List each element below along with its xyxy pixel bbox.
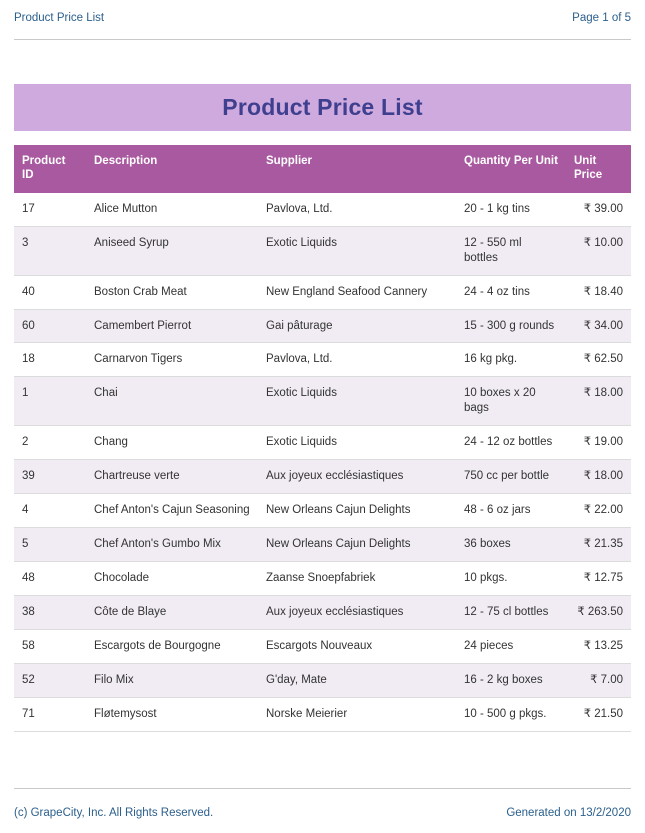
page-title: Product Price List	[222, 94, 423, 120]
price-table	[14, 145, 631, 732]
cell-product-id: 18	[14, 343, 86, 377]
table-row	[14, 377, 631, 426]
cell-product-id: 71	[14, 697, 86, 731]
cell-supplier: Gai pâturage	[258, 309, 456, 343]
table-row	[14, 663, 631, 697]
cell-supplier: Aux joyeux ecclésiastiques	[258, 460, 456, 494]
cell-supplier: Exotic Liquids	[258, 377, 456, 426]
cell-quantity: 10 pkgs.	[456, 562, 566, 596]
cell-quantity: 750 cc per bottle	[456, 460, 566, 494]
cell-product-id: 5	[14, 528, 86, 562]
price-table-container	[14, 145, 631, 732]
cell-quantity: 12 - 550 ml bottles	[456, 226, 566, 275]
table-row	[14, 226, 631, 275]
cell-unit-price: ₹ 34.00	[566, 309, 631, 343]
cell-description: Escargots de Bourgogne	[86, 629, 258, 663]
header-divider	[14, 39, 631, 40]
cell-product-id: 52	[14, 663, 86, 697]
cell-quantity: 24 - 4 oz tins	[456, 275, 566, 309]
cell-quantity: 36 boxes	[456, 528, 566, 562]
cell-quantity: 20 - 1 kg tins	[456, 193, 566, 226]
copyright-text: (c) GrapeCity, Inc. All Rights Reserved.	[14, 807, 214, 819]
table-row	[14, 193, 631, 226]
cell-product-id: 3	[14, 226, 86, 275]
cell-product-id: 58	[14, 629, 86, 663]
table-body	[14, 193, 631, 731]
table-row	[14, 595, 631, 629]
cell-unit-price: ₹ 13.25	[566, 629, 631, 663]
column-header-quantity-per-unit: Quantity Per Unit	[456, 145, 566, 193]
cell-unit-price: ₹ 21.35	[566, 528, 631, 562]
column-header-description: Description	[86, 145, 258, 193]
cell-description: Carnarvon Tigers	[86, 343, 258, 377]
cell-unit-price: ₹ 12.75	[566, 562, 631, 596]
cell-supplier: Exotic Liquids	[258, 226, 456, 275]
cell-product-id: 40	[14, 275, 86, 309]
column-header-supplier: Supplier	[258, 145, 456, 193]
cell-description: Chang	[86, 426, 258, 460]
cell-product-id: 2	[14, 426, 86, 460]
table-row	[14, 426, 631, 460]
cell-unit-price: ₹ 263.50	[566, 595, 631, 629]
column-header-product-id: Product ID	[14, 145, 86, 193]
cell-description: Chef Anton's Gumbo Mix	[86, 528, 258, 562]
table-row	[14, 494, 631, 528]
cell-product-id: 39	[14, 460, 86, 494]
cell-supplier: Aux joyeux ecclésiastiques	[258, 595, 456, 629]
cell-unit-price: ₹ 7.00	[566, 663, 631, 697]
cell-description: Boston Crab Meat	[86, 275, 258, 309]
cell-unit-price: ₹ 62.50	[566, 343, 631, 377]
cell-quantity: 10 - 500 g pkgs.	[456, 697, 566, 731]
column-header-unit-price: Unit Price	[566, 145, 631, 193]
cell-unit-price: ₹ 21.50	[566, 697, 631, 731]
cell-quantity: 16 kg pkg.	[456, 343, 566, 377]
cell-quantity: 16 - 2 kg boxes	[456, 663, 566, 697]
table-row	[14, 460, 631, 494]
cell-product-id: 4	[14, 494, 86, 528]
cell-description: Camembert Pierrot	[86, 309, 258, 343]
cell-supplier: Pavlova, Ltd.	[258, 343, 456, 377]
header-title: Product Price List	[14, 12, 105, 24]
cell-unit-price: ₹ 18.00	[566, 460, 631, 494]
cell-quantity: 15 - 300 g rounds	[456, 309, 566, 343]
cell-quantity: 48 - 6 oz jars	[456, 494, 566, 528]
page-indicator: Page 1 of 5	[572, 12, 631, 24]
page-header	[0, 0, 645, 40]
cell-supplier: Pavlova, Ltd.	[258, 193, 456, 226]
cell-supplier: Escargots Nouveaux	[258, 629, 456, 663]
cell-quantity: 24 - 12 oz bottles	[456, 426, 566, 460]
footer-divider	[14, 788, 631, 789]
generated-on-text: Generated on 13/2/2020	[506, 807, 631, 819]
cell-supplier: Norske Meierier	[258, 697, 456, 731]
table-row	[14, 562, 631, 596]
cell-unit-price: ₹ 18.40	[566, 275, 631, 309]
cell-description: Aniseed Syrup	[86, 226, 258, 275]
cell-unit-price: ₹ 19.00	[566, 426, 631, 460]
cell-quantity: 10 boxes x 20 bags	[456, 377, 566, 426]
cell-supplier: New Orleans Cajun Delights	[258, 494, 456, 528]
cell-product-id: 38	[14, 595, 86, 629]
cell-product-id: 17	[14, 193, 86, 226]
cell-supplier: Exotic Liquids	[258, 426, 456, 460]
cell-product-id: 60	[14, 309, 86, 343]
cell-description: Chartreuse verte	[86, 460, 258, 494]
table-row	[14, 343, 631, 377]
cell-unit-price: ₹ 18.00	[566, 377, 631, 426]
cell-product-id: 1	[14, 377, 86, 426]
cell-quantity: 12 - 75 cl bottles	[456, 595, 566, 629]
cell-unit-price: ₹ 39.00	[566, 193, 631, 226]
table-row	[14, 697, 631, 731]
table-header	[14, 145, 631, 193]
cell-description: Chocolade	[86, 562, 258, 596]
cell-description: Fløtemysost	[86, 697, 258, 731]
table-row	[14, 629, 631, 663]
cell-unit-price: ₹ 22.00	[566, 494, 631, 528]
table-header-row	[14, 145, 631, 193]
cell-description: Chef Anton's Cajun Seasoning	[86, 494, 258, 528]
cell-supplier: Zaanse Snoepfabriek	[258, 562, 456, 596]
report-title-band	[14, 84, 631, 131]
page-footer	[14, 807, 631, 819]
table-row	[14, 309, 631, 343]
cell-unit-price: ₹ 10.00	[566, 226, 631, 275]
cell-quantity: 24 pieces	[456, 629, 566, 663]
table-row	[14, 275, 631, 309]
cell-description: Côte de Blaye	[86, 595, 258, 629]
cell-description: Filo Mix	[86, 663, 258, 697]
table-row	[14, 528, 631, 562]
cell-description: Alice Mutton	[86, 193, 258, 226]
cell-product-id: 48	[14, 562, 86, 596]
cell-supplier: New England Seafood Cannery	[258, 275, 456, 309]
cell-supplier: New Orleans Cajun Delights	[258, 528, 456, 562]
cell-supplier: G'day, Mate	[258, 663, 456, 697]
cell-description: Chai	[86, 377, 258, 426]
